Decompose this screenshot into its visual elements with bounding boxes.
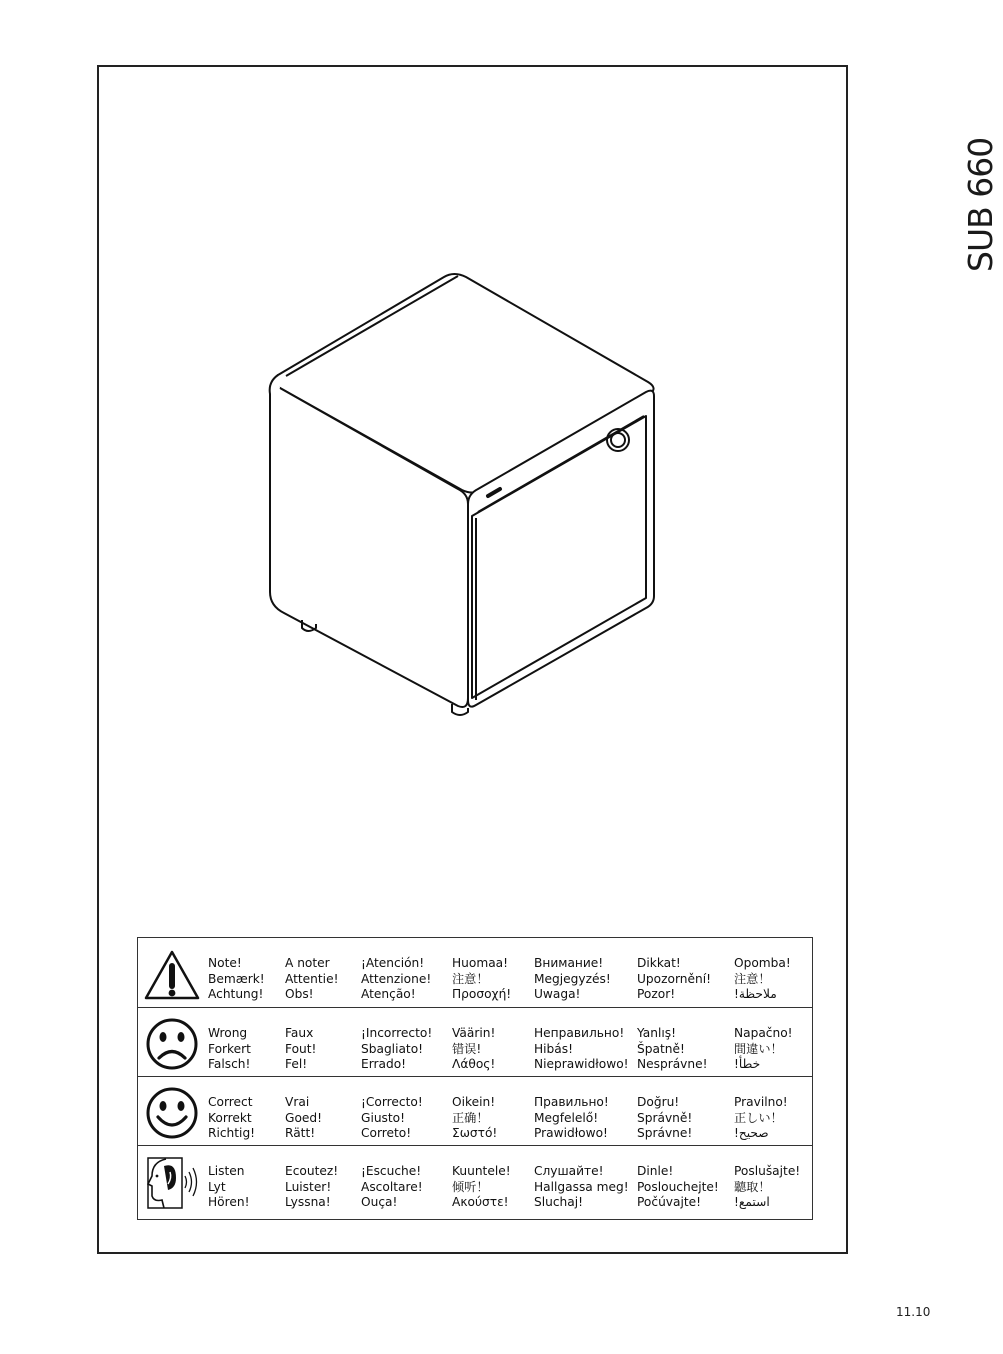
- notice-column: [285, 956, 338, 1003]
- notice-word: Hören!: [208, 1195, 250, 1210]
- notice-column: [534, 1095, 609, 1142]
- notice-column: [285, 1164, 338, 1211]
- notice-table: [137, 937, 813, 1220]
- notice-word: Dikkat!: [637, 956, 681, 970]
- notice-word: Ακούστε!: [452, 1195, 509, 1210]
- notice-column: [734, 956, 791, 1003]
- notice-word: Poslouchejte!: [637, 1179, 719, 1194]
- notice-column: [361, 956, 431, 1003]
- notice-column: [452, 1095, 497, 1142]
- notice-word: Правильно!: [534, 1095, 609, 1109]
- notice-word: Dinle!: [637, 1164, 674, 1178]
- notice-word: Ascoltare!: [361, 1179, 423, 1194]
- sad-face-icon: [142, 1016, 202, 1072]
- notice-column: [534, 1164, 629, 1211]
- notice-word: ¡Atención!: [361, 956, 425, 970]
- notice-word: Správne!: [637, 1126, 693, 1141]
- notice-word: Špatně!: [637, 1041, 685, 1056]
- notice-word: Falsch!: [208, 1057, 251, 1072]
- notice-word: Huomaa!: [452, 956, 509, 970]
- notice-column: [534, 956, 611, 1003]
- notice-word: Ouça!: [361, 1195, 398, 1210]
- notice-word: Počúvajte!: [637, 1195, 702, 1210]
- notice-word: 注意！: [734, 971, 771, 986]
- notice-word: !ملاحظة: [734, 987, 777, 1002]
- notice-word: Sbagliato!: [361, 1041, 424, 1056]
- notice-word: Nieprawidłowo!: [534, 1057, 629, 1072]
- notice-row: [138, 1076, 812, 1146]
- notice-word: Yanlış!: [637, 1026, 676, 1040]
- notice-word: 错误!: [452, 1041, 482, 1056]
- notice-word: Atenção!: [361, 987, 416, 1002]
- subwoofer-illustration: [262, 268, 662, 724]
- notice-column: [734, 1026, 793, 1073]
- notice-word: Неправильно!: [534, 1026, 625, 1040]
- notice-column: [208, 956, 265, 1003]
- notice-word: Prawidłowo!: [534, 1126, 608, 1141]
- notice-word: Λάθος!: [452, 1057, 496, 1072]
- notice-word: Nesprávne!: [637, 1057, 708, 1072]
- warning-triangle-icon: [142, 946, 202, 1002]
- notice-column: [734, 1095, 788, 1142]
- happy-face-icon: [142, 1085, 202, 1141]
- notice-word: ¡Correcto!: [361, 1095, 423, 1109]
- notice-word: !استمع: [734, 1195, 770, 1210]
- notice-word: Σωστό!: [452, 1126, 498, 1141]
- listening-ear-icon: [142, 1154, 202, 1210]
- notice-word: Poslušajte!: [734, 1164, 801, 1178]
- notice-word: A noter: [285, 956, 330, 970]
- notice-column: [637, 1026, 708, 1073]
- notice-word: ¡Incorrecto!: [361, 1026, 433, 1040]
- notice-word: Forkert: [208, 1041, 251, 1056]
- notice-word: Fout!: [285, 1041, 317, 1056]
- notice-word: Ecoutez!: [285, 1164, 339, 1178]
- notice-row: [138, 1007, 812, 1077]
- notice-word: Megfelelő!: [534, 1110, 599, 1125]
- notice-word: Väärin!: [452, 1026, 496, 1040]
- notice-word: Sluchaj!: [534, 1195, 584, 1210]
- notice-word: Hibás!: [534, 1041, 573, 1056]
- notice-word: 間違い！: [734, 1041, 783, 1056]
- notice-word: Rätt!: [285, 1126, 316, 1141]
- notice-word: ¡Escuche!: [361, 1164, 422, 1178]
- notice-word: !خطأ: [734, 1057, 761, 1072]
- notice-word: Pravilno!: [734, 1095, 788, 1109]
- notice-word: 聽取！: [734, 1179, 771, 1194]
- notice-word: !صحيح: [734, 1126, 769, 1141]
- notice-column: [637, 1164, 719, 1211]
- notice-word: Bemærk!: [208, 971, 265, 986]
- notice-word: Luister!: [285, 1179, 332, 1194]
- notice-word: Fel!: [285, 1057, 308, 1072]
- notice-word: Correct: [208, 1095, 253, 1109]
- notice-column: [534, 1026, 629, 1073]
- notice-column: [452, 1164, 511, 1211]
- notice-column: [361, 1026, 432, 1073]
- notice-word: Giusto!: [361, 1110, 406, 1125]
- notice-word: 注意！: [452, 971, 489, 986]
- notice-word: Upozornění!: [637, 971, 711, 986]
- notice-word: Napačno!: [734, 1026, 793, 1040]
- notice-word: Goed!: [285, 1110, 323, 1125]
- notice-word: Слушайте!: [534, 1164, 604, 1178]
- notice-column: [285, 1095, 322, 1142]
- notice-word: Lyssna!: [285, 1195, 331, 1210]
- notice-word: Oikein!: [452, 1095, 496, 1109]
- notice-row: [138, 1145, 812, 1215]
- notice-column: [361, 1095, 423, 1142]
- notice-word: 倾听！: [452, 1179, 489, 1194]
- notice-word: Kuuntele!: [452, 1164, 511, 1178]
- notice-word: Obs!: [285, 987, 314, 1002]
- notice-word: Errado!: [361, 1057, 407, 1072]
- notice-word: Внимание!: [534, 956, 604, 970]
- notice-word: Pozor!: [637, 987, 676, 1002]
- notice-column: [208, 1026, 251, 1073]
- notice-word: Správně!: [637, 1110, 693, 1125]
- notice-word: Hallgassa meg!: [534, 1179, 629, 1194]
- notice-word: 正しい！: [734, 1110, 783, 1125]
- notice-column: [452, 1026, 495, 1073]
- notice-word: 正确！: [452, 1110, 489, 1125]
- notice-column: [208, 1164, 249, 1211]
- notice-column: [285, 1026, 316, 1073]
- notice-word: Opomba!: [734, 956, 791, 970]
- notice-word: Vrai: [285, 1095, 310, 1109]
- notice-word: Korrekt: [208, 1110, 252, 1125]
- notice-column: [452, 956, 511, 1003]
- notice-word: Megjegyzés!: [534, 971, 611, 986]
- notice-word: Listen: [208, 1164, 245, 1178]
- notice-word: Attentie!: [285, 971, 339, 986]
- notice-word: Lyt: [208, 1179, 226, 1194]
- notice-column: [637, 1095, 692, 1142]
- page-code: 11.10: [896, 1305, 931, 1319]
- notice-word: Achtung!: [208, 987, 264, 1002]
- notice-column: [208, 1095, 255, 1142]
- notice-word: Προσοχή!: [452, 987, 512, 1002]
- notice-word: Note!: [208, 956, 242, 970]
- notice-word: Attenzione!: [361, 971, 432, 986]
- notice-word: Faux: [285, 1026, 314, 1040]
- notice-column: [637, 956, 711, 1003]
- notice-word: Doğru!: [637, 1095, 680, 1109]
- notice-row: [138, 938, 812, 1007]
- notice-column: [361, 1164, 423, 1211]
- notice-word: Richtig!: [208, 1126, 256, 1141]
- notice-word: Uwaga!: [534, 987, 581, 1002]
- model-title: SUB 660: [961, 137, 1000, 272]
- notice-word: Wrong: [208, 1026, 248, 1040]
- notice-word: Correto!: [361, 1126, 412, 1141]
- notice-column: [734, 1164, 800, 1211]
